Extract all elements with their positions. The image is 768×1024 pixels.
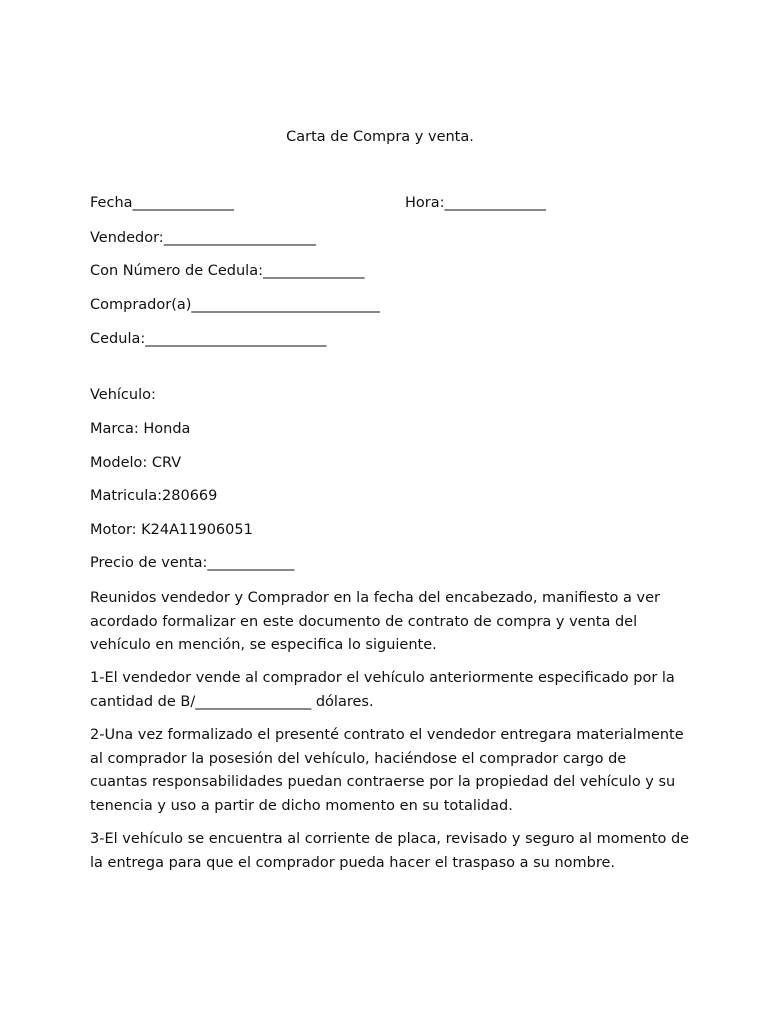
vehicle-motor: Motor: K24A11906051 xyxy=(90,522,253,538)
vendedor-field: Vendedor:_____________________ xyxy=(90,230,316,246)
comprador-field: Comprador(a)__________________________ xyxy=(90,297,380,313)
intro-line-2: acordado formalizar en este documento de contrato de compra y venta del xyxy=(90,613,638,630)
intro-line-3: vehículo en mención, se especifica lo siguiente. xyxy=(90,637,437,653)
intro-paragraph xyxy=(90,587,690,658)
numero-cedula-field: Con Número de Cedula:______________ xyxy=(90,263,365,279)
clause-1-paragraph xyxy=(90,667,690,714)
vehicle-precio: Precio de venta:____________ xyxy=(90,555,295,571)
cedula-field: Cedula:_________________________ xyxy=(90,331,327,347)
clause-1-line-1: 1-El vendedor vende al comprador el vehículo anteriormente especificado por la xyxy=(90,670,675,686)
vehicle-modelo: Modelo: CRV xyxy=(90,455,182,471)
vehicle-marca: Marca: Honda xyxy=(90,421,191,437)
clause-1-line-2: cantidad de B/________________ dólares. xyxy=(90,693,374,710)
clause-2-line-4: tenencia y uso a partir de dicho momento en su totalidad. xyxy=(90,797,513,814)
fecha-field: Fecha______________ xyxy=(90,195,235,211)
hora-field: Hora:______________ xyxy=(405,195,547,211)
clause-2-line-3: cuantas responsabilidades puedan contraerse por la propiedad del vehículo y su xyxy=(90,774,676,790)
document-title: Carta de Compra y venta. xyxy=(286,129,474,145)
clause-3-paragraph xyxy=(90,828,690,875)
intro-line-1: Reunidos vendedor y Comprador en la fecha del encabezado, manifiesto a ver xyxy=(90,590,660,606)
vehicle-matricula: Matricula:280669 xyxy=(90,488,218,504)
vehicle-heading: Vehículo: xyxy=(90,387,156,403)
clause-2-paragraph xyxy=(90,724,690,818)
clause-2-line-2: al comprador la posesión del vehículo, haciéndose el comprador cargo de xyxy=(90,750,627,767)
clause-3-line-2: la entrega para que el comprador pueda hacer el traspaso a su nombre. xyxy=(90,854,616,871)
clause-3-line-1: 3-El vehículo se encuentra al corriente de placa, revisado y seguro al momento de xyxy=(90,831,690,847)
clause-2-line-1: 2-Una vez formalizado el presenté contrato el vendedor entregara materialmente xyxy=(90,727,684,743)
